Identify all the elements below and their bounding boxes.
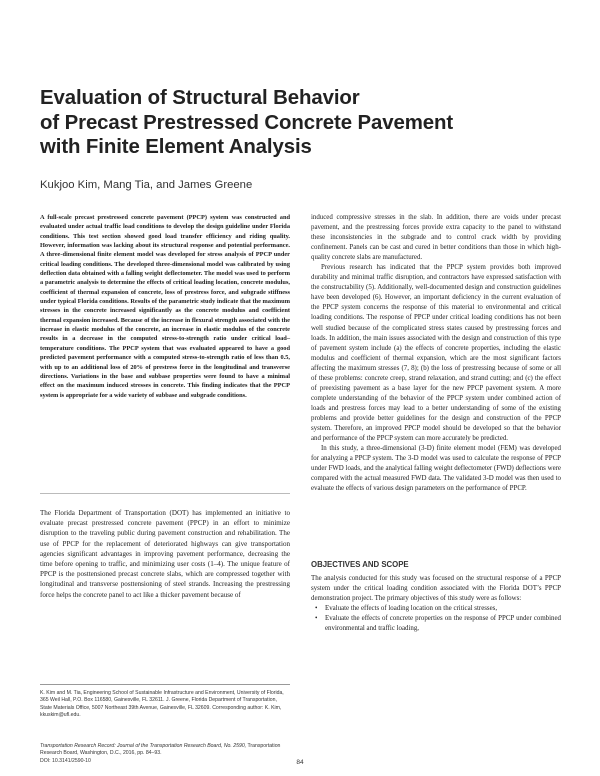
title-line: Evaluation of Structural Behavior <box>40 87 360 109</box>
body-paragraph: induced compressive stresses in the slab. In addition, there are voids under precast pavement, and the prestressing forces provide extra capacity to the panel to withstand these inconsistencies in the subgrade and to control crack width by providing confinement. Panels can be cast and cured in better conditions than those in which high-quality concrete slabs are manufactured. <box>311 214 561 262</box>
body-paragraph: In this study, a three-dimensional (3-D) finite element model (FEM) was developed for analyzing a PPCP system. The 3-D model was used to calculate the response of PPCP under FWD loads, and the analytical falling weight deflectometer (FWD) deflections were compared with the actual measured FWD data. The validated 3-D model was then used to evaluate the effects of various design parameters on the performance of PPCP. <box>311 445 561 493</box>
citation-block <box>40 743 290 765</box>
abstract-divider <box>40 493 290 494</box>
author-affiliation-footnote: K. Kim and M. Tia, Engineering School of Sustainable Infrastructure and Environment, University of Florida, 365 Weil Hall, P.O. Box 116580, Gainesville, FL 32611. J. Greene, Florida Department of Transportation, State Materials Office, 5007 Northeast 39th Avenue, Gainesville, FL 32609. Corresponding author: K. Kim, kkuskim@ufl.edu. <box>40 690 284 719</box>
list-item-text: Evaluate the effects of concrete properties on the response of PPCP under combined environmental and traffic loading, <box>325 615 561 633</box>
citation-details: Transportation Research Board, Washington, D.C., 2016, pp. 84–93. <box>40 743 281 757</box>
title-line: of Precast Prestressed Concrete Pavement <box>40 111 454 134</box>
list-item <box>311 614 561 634</box>
list-item-text: Evaluate the effects of loading location on the critical stresses, <box>325 605 498 613</box>
right-column-body <box>311 213 561 494</box>
body-paragraph: The analysis conducted for this study was focused on the structural response of a PPCP system under the critical loading condition associated with the Florida DOT’s PPCP demonstration project. The primary objectives of this study were as follows: <box>311 575 561 603</box>
abstract: A full-scale precast prestressed concrete pavement (PPCP) system was constructed and evaluated under actual traffic load conditions to develop the design guideline under Florida conditions. This test section showed good load transfer efficiency and riding quality. However, information was lacking about its structural response and potential performance. A three-dimensional finite element model was developed for stress analysis of PPCP under critical loading conditions. The developed three-dimensional model was calibrated by using deflection data obtained with a falling weight deflectometer. The model was used to perform a parametric analysis to determine the effects of critical loading location, concrete modulus, coefficient of thermal expansion of concrete, loss of prestress force, and subgrade stiffness under typical Florida conditions. Results of the parametric study indicate that the maximum stresses in the concrete increased significantly as the concrete modulus and coefficient thermal expansion increased. Because of the increase in flexural strength associated with the increase in elastic modulus of the concrete, an increase in elastic modulus of the concrete results in a decrease in the computed stress-to-strength ratio under critical load–temperature conditions. The PPCP system that was evaluated appeared to have a good predicted pavement performance with a computed stress-to-strength ratio of less than 0.5, with up to an additional loss of 20% of prestress force in the longitudinal and transverse directions. Variations in the base and subbase properties were found to have a minimal effect on the maximum induced stresses in concrete. This finding indicates that the PPCP system is appropriate for a wide variety of subbase and subgrade conditions. <box>40 214 290 399</box>
bullet-icon: • <box>315 605 318 613</box>
section-heading: OBJECTIVES AND SCOPE <box>311 560 409 569</box>
body-paragraph: Previous research has indicated that the PPCP system provides both improved durability and minimal traffic disruption, and contractors have expressed satisfaction with the constructability (5). Additionally, well-documented design and construction guidelines have been developed (6). However, an important deficiency in the current evaluation of the PPCP system concerns the response of this material to environmental and critical loading conditions. The response of PPCP under critical loading conditions has not been well studied because of the complicated stress states caused by prestressing forces and loads. In addition, the main issues associated with the design and construction of this type of pavement system include (a) the effects of concrete properties, including the elastic modulus and coefficient of thermal expansion, which are the most significant factors affecting the maximum stresses (7, 8); (b) the loss of prestressing because of some or all of these problems: concrete creep, strand relaxation, and strand cutting; and (c) the effect of preexisting pavement as a base layer for the new PPCP pavement system. A more complete understanding of the behavior of the PPCP system under combined action of loads and prestress forces may lead to a better understanding of some of the existing problems and provide better guidelines for the design and construction of the PPCP system. Therefore, an improved PPCP model should be developed so that the behavior and performance of the PPCP system can more accurately be predicted. <box>311 264 561 443</box>
author-list: Kukjoo Kim, Mang Tia, and James Greene <box>40 179 253 191</box>
article-title <box>40 86 560 160</box>
introduction-paragraph: The Florida Department of Transportation (DOT) has implemented an initiative to evaluate precast prestressed concrete pavement (PPCP) in an effort to minimize disruption to the traveling public during pavement construction and rehabilitation. The use of PPCP for the replacement of deteriorated highways can give transportation agencies significant advantages in improving pavement performance, decreasing the time before opening to traffic, and minimizing user costs (1–4). The unique feature of PPCP is the posttensioned precast concrete slabs, which are compressed together with longitudinal and transverse posttensioning of steel strands. Increasing the prestressing force helps the concrete panel to act like a thicker pavement because of <box>40 509 290 599</box>
doi[interactable]: DOI: 10.3141/2590-10 <box>40 757 91 764</box>
title-line: with Finite Element Analysis <box>40 136 312 158</box>
page-number: 84 <box>296 759 304 766</box>
list-item <box>311 604 561 614</box>
bullet-icon: • <box>315 615 318 623</box>
objectives-section <box>311 574 561 634</box>
footnote-rule <box>40 684 290 685</box>
journal-name: Transportation Research Record: Journal of the Transportation Research Board, No. 2590, <box>40 743 247 749</box>
